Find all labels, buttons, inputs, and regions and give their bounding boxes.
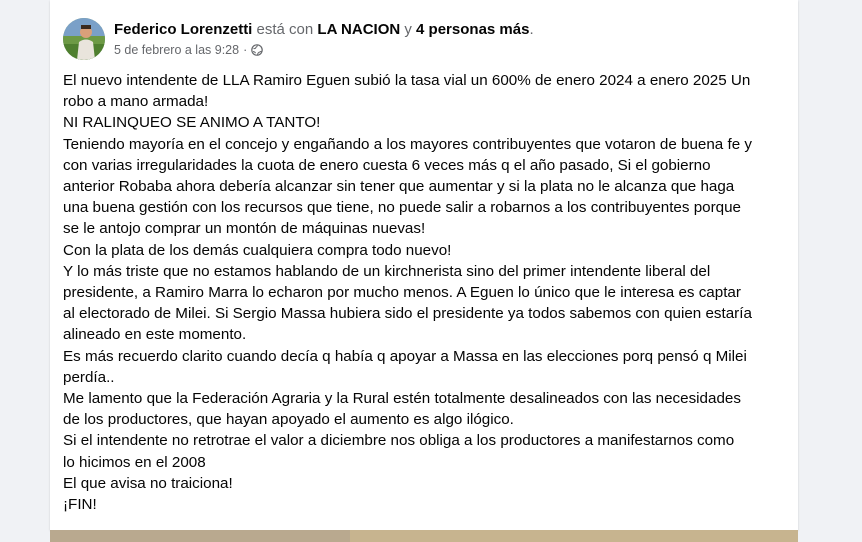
post-line: Me lamento que la Federación Agraria y la Rural estén totalmente desalineados con las necesidades	[63, 390, 741, 408]
post-line: Con la plata de los demás cualquiera compra todo nuevo!	[63, 241, 452, 259]
attached-media-strip[interactable]	[50, 530, 798, 542]
post-line: El nuevo intendente de LLA Ramiro Eguen subió la tasa vial un 600% de enero 2024 a enero 2025 Un	[63, 72, 751, 89]
post-header	[63, 18, 783, 62]
post-line: Si el intendente no retrotrae el valor a diciembre nos obliga a los productores a manifestarnos como	[63, 432, 735, 450]
post-line: robo a mano armada!	[63, 93, 209, 111]
period: .	[529, 21, 534, 38]
avatar-photo	[63, 18, 105, 60]
tagged-page-link[interactable]: LA NACION	[317, 21, 401, 38]
post-line: una buena gestión con los recursos que tiene, no puede salir a robarnos a los contribuyentes porque	[63, 199, 741, 217]
author-line	[114, 20, 774, 40]
author-avatar[interactable]	[63, 18, 105, 60]
separator-dot: ·	[243, 43, 248, 57]
post-line: lo hicimos en el 2008	[63, 453, 206, 471]
post-line: de los productores, que hayan apoyado el aumento es algo ilógico.	[63, 411, 514, 429]
post-line: Teniendo mayoría en el concejo y engañando a los mayores contribuyentes que votaron de buena fe y	[63, 135, 752, 153]
post-line: anterior Robaba ahora debería alcanzar sin tener que aumentar y si la plata no le alcanza que haga	[63, 178, 735, 196]
post-body	[63, 70, 793, 515]
media-photo[interactable]	[50, 530, 350, 542]
media-photo[interactable]	[350, 530, 798, 542]
and-text: y	[404, 21, 412, 38]
globe-icon[interactable]	[251, 44, 263, 56]
post-card	[50, 0, 798, 530]
post-line: Y lo más triste que no estamos hablando de un kirchnerista sino del primer intendente liberal del	[63, 262, 711, 280]
post-line: Es más recuerdo clarito cuando decía q había q apoyar a Massa en las elecciones porq pensó q Milei	[63, 347, 747, 365]
post-line: El que avisa no traiciona!	[63, 474, 233, 492]
others-link[interactable]: 4 personas más	[416, 21, 530, 38]
post-meta	[114, 20, 774, 58]
post-line: perdía..	[63, 368, 115, 386]
post-line: alineado en este momento.	[63, 326, 247, 344]
with-text: está con	[256, 21, 314, 38]
post-line: se le antojo comprar un montón de máquinas nuevas!	[63, 220, 426, 238]
post-line: NI RALINQUEO SE ANIMO A TANTO!	[63, 114, 321, 132]
post-line: al electorado de Milei. Si Sergio Massa hubiera sido el presidente ya todos sabemos con quien estaría	[63, 305, 752, 323]
post-line: ¡FIN!	[63, 496, 97, 514]
post-timestamp[interactable]: 5 de febrero a las 9:28	[114, 43, 240, 57]
author-name[interactable]: Federico Lorenzetti	[114, 21, 253, 38]
post-line: con varias irregularidades la cuota de enero cuesta 6 veces más q el año pasado, Si el gobierno	[63, 156, 711, 174]
post-subline	[114, 42, 774, 58]
post-line: presidente, a Ramiro Marra lo echaron por mucho menos. A Eguen lo único que le interesa es captar	[63, 284, 741, 302]
